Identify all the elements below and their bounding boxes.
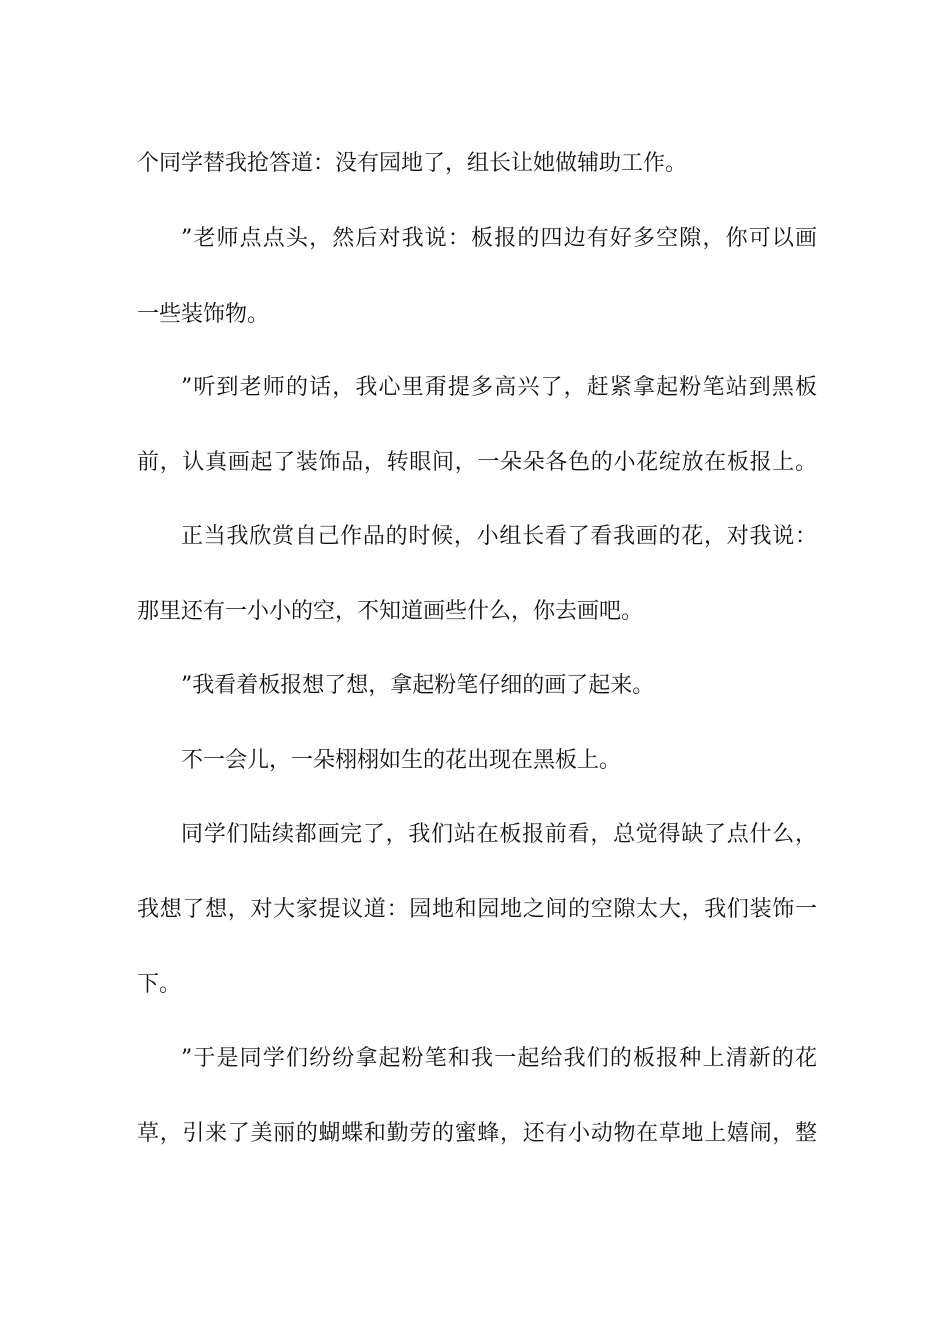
text-line: ”于是同学们纷纷拿起粉笔和我一起给我们的板报种上清新的花 (181, 1046, 817, 1071)
text-line: 前，认真画起了装饰品，转眼间，一朵朵各色的小花绽放在板报上。 (137, 450, 817, 475)
text-line: 正当我欣赏自己作品的时候，小组长看了看我画的花，对我说： (181, 524, 817, 549)
text-line: ”老师点点头，然后对我说：板报的四边有好多空隙，你可以画 (181, 226, 817, 251)
text-line: 我想了想，对大家提议道：园地和园地之间的空隙太大，我们装饰一 (137, 897, 817, 922)
text-line: 草，引来了美丽的蝴蝶和勤劳的蜜蜂，还有小动物在草地上嬉闹，整 (137, 1121, 817, 1146)
text-line: 那里还有一小小的空，不知道画些什么，你去画吧。 (137, 599, 644, 624)
text-line: 一些装饰物。 (137, 302, 270, 327)
text-line: 下。 (137, 972, 182, 997)
text-line: 个同学替我抢答道：没有园地了，组长让她做辅助工作。 (137, 151, 688, 176)
text-line: 不一会儿，一朵栩栩如生的花出现在黑板上。 (181, 748, 622, 773)
text-line: ”我看着板报想了想，拿起粉笔仔细的画了起来。 (181, 673, 655, 698)
text-line: ”听到老师的话，我心里甭提多高兴了，赶紧拿起粉笔站到黑板 (181, 375, 817, 400)
text-line: 同学们陆续都画完了，我们站在板报前看，总觉得缺了点什么， (181, 822, 817, 847)
